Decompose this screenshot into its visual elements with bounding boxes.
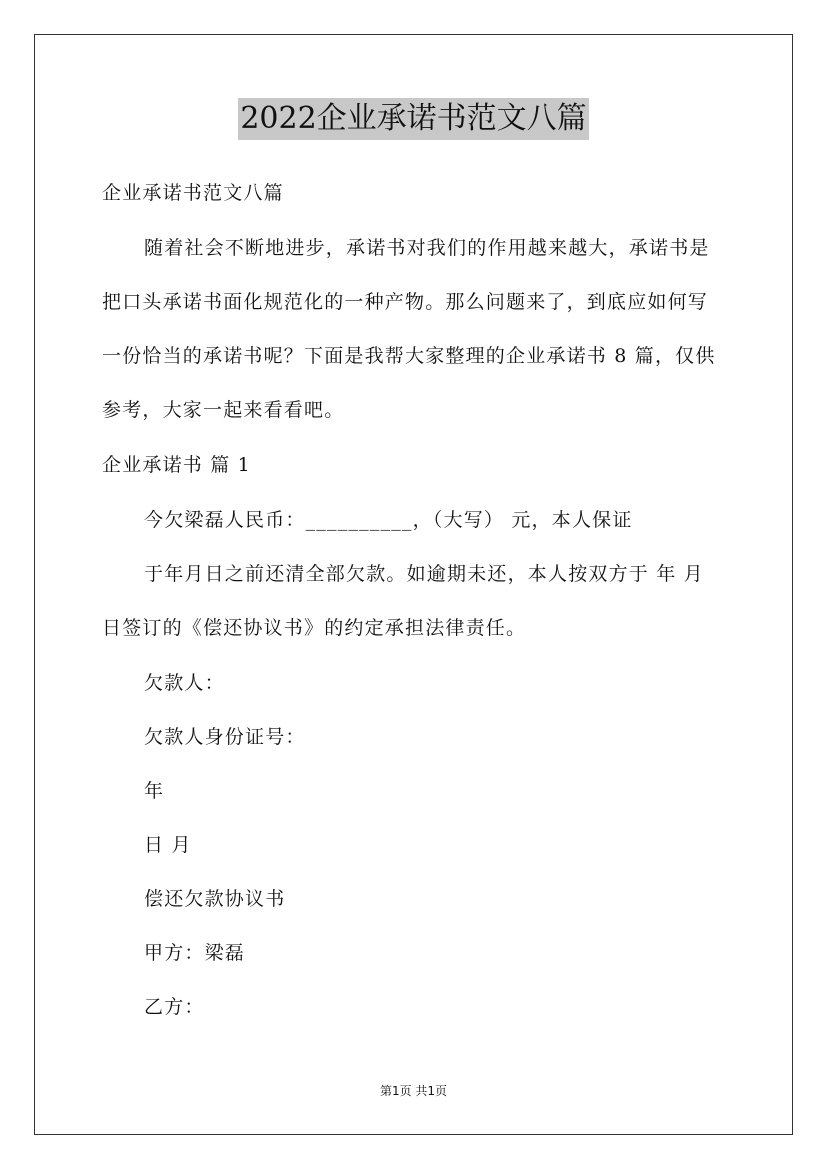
section-heading: 企业承诺书 篇 1: [102, 454, 251, 476]
page-footer: 第1页 共1页: [379, 1084, 448, 1098]
field-party-a: 甲方：梁磊: [144, 942, 246, 964]
body-line-3: 日签订的《偿还协议书》的约定承担法律责任。: [102, 617, 527, 639]
body-line-1: 今欠梁磊人民币：__________，（大写） 元，本人保证: [144, 509, 633, 531]
field-day-month: 日 月: [144, 834, 192, 856]
body-line-2: 于年月日之前还清全部欠款。如逾期未还，本人按双方于 年 月: [144, 563, 704, 585]
field-debtor: 欠款人：: [144, 672, 225, 694]
intro-line-2: 把口头承诺书面化规范化的一种产物。那么问题来了，到底应如何写: [102, 291, 709, 313]
field-year: 年: [144, 780, 165, 802]
field-party-b: 乙方：: [144, 996, 205, 1018]
document-subtitle: 企业承诺书范文八篇: [102, 182, 284, 204]
agreement-heading: 偿还欠款协议书: [144, 888, 286, 910]
intro-line-1: 随着社会不断地进步，承诺书对我们的作用越来越大，承诺书是: [144, 237, 710, 259]
title-container: [0, 98, 827, 140]
field-debtor-id: 欠款人身份证号：: [144, 726, 306, 748]
document-title: 2022企业承诺书范文八篇: [238, 98, 588, 140]
intro-line-4: 参考，大家一起来看看吧。: [102, 399, 345, 421]
intro-line-3: 一份恰当的承诺书呢？下面是我帮大家整理的企业承诺书 8 篇，仅供: [102, 345, 716, 367]
